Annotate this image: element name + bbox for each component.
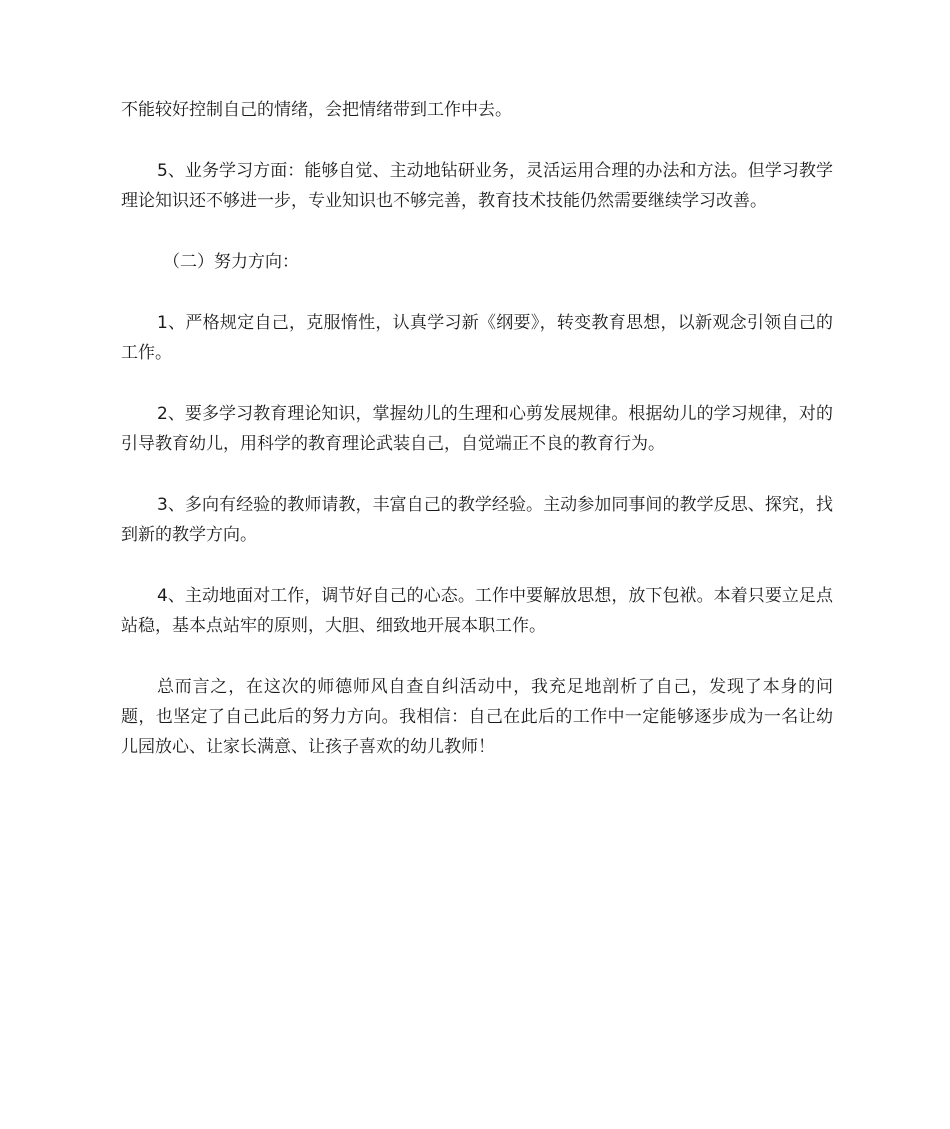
paragraph-direction-3: 3、多向有经验的教师请教，丰富自己的教学经验。主动参加同事间的教学反思、探究，找到新的教学方向。 [121,495,833,545]
paragraph-direction-4: 4、主动地面对工作，调节好自己的心态。工作中要解放思想，放下包袱。本着只要立足点站稳，基本点站牢的原则，大胆、细致地开展本职工作。 [121,586,833,636]
paragraph-continuation: 不能较好控制自己的情绪，会把情绪带到工作中去。 [121,100,512,120]
paragraph-direction-1: 1、严格规定自己，克服惰性，认真学习新《纲要》，转变教育思想，以新观念引领自己的工作。 [121,313,833,363]
section-heading-effort-direction: （二）努力方向： [163,252,299,272]
document-body [121,95,833,793]
paragraph-item-5-business-study: 5、业务学习方面：能够自觉、主动地钻研业务，灵活运用合理的办法和方法。但学习教学理论知识还不够进一步，专业知识也不够完善，教育技术技能仍然需要继续学习改善。 [121,161,833,211]
paragraph-conclusion: 总而言之，在这次的师德师风自查自纠活动中，我充足地剖析了自己，发现了本身的问题，也坚定了自己此后的努力方向。我相信：自己在此后的工作中一定能够逐步成为一名让幼儿园放心、让家长满意、让孩子喜欢的幼儿教师！ [121,677,833,757]
paragraph-direction-2: 2、要多学习教育理论知识，掌握幼儿的生理和心剪发展规律。根据幼儿的学习规律，对的引导教育幼儿，用科学的教育理论武装自己，自觉端正不良的教育行为。 [121,404,833,454]
